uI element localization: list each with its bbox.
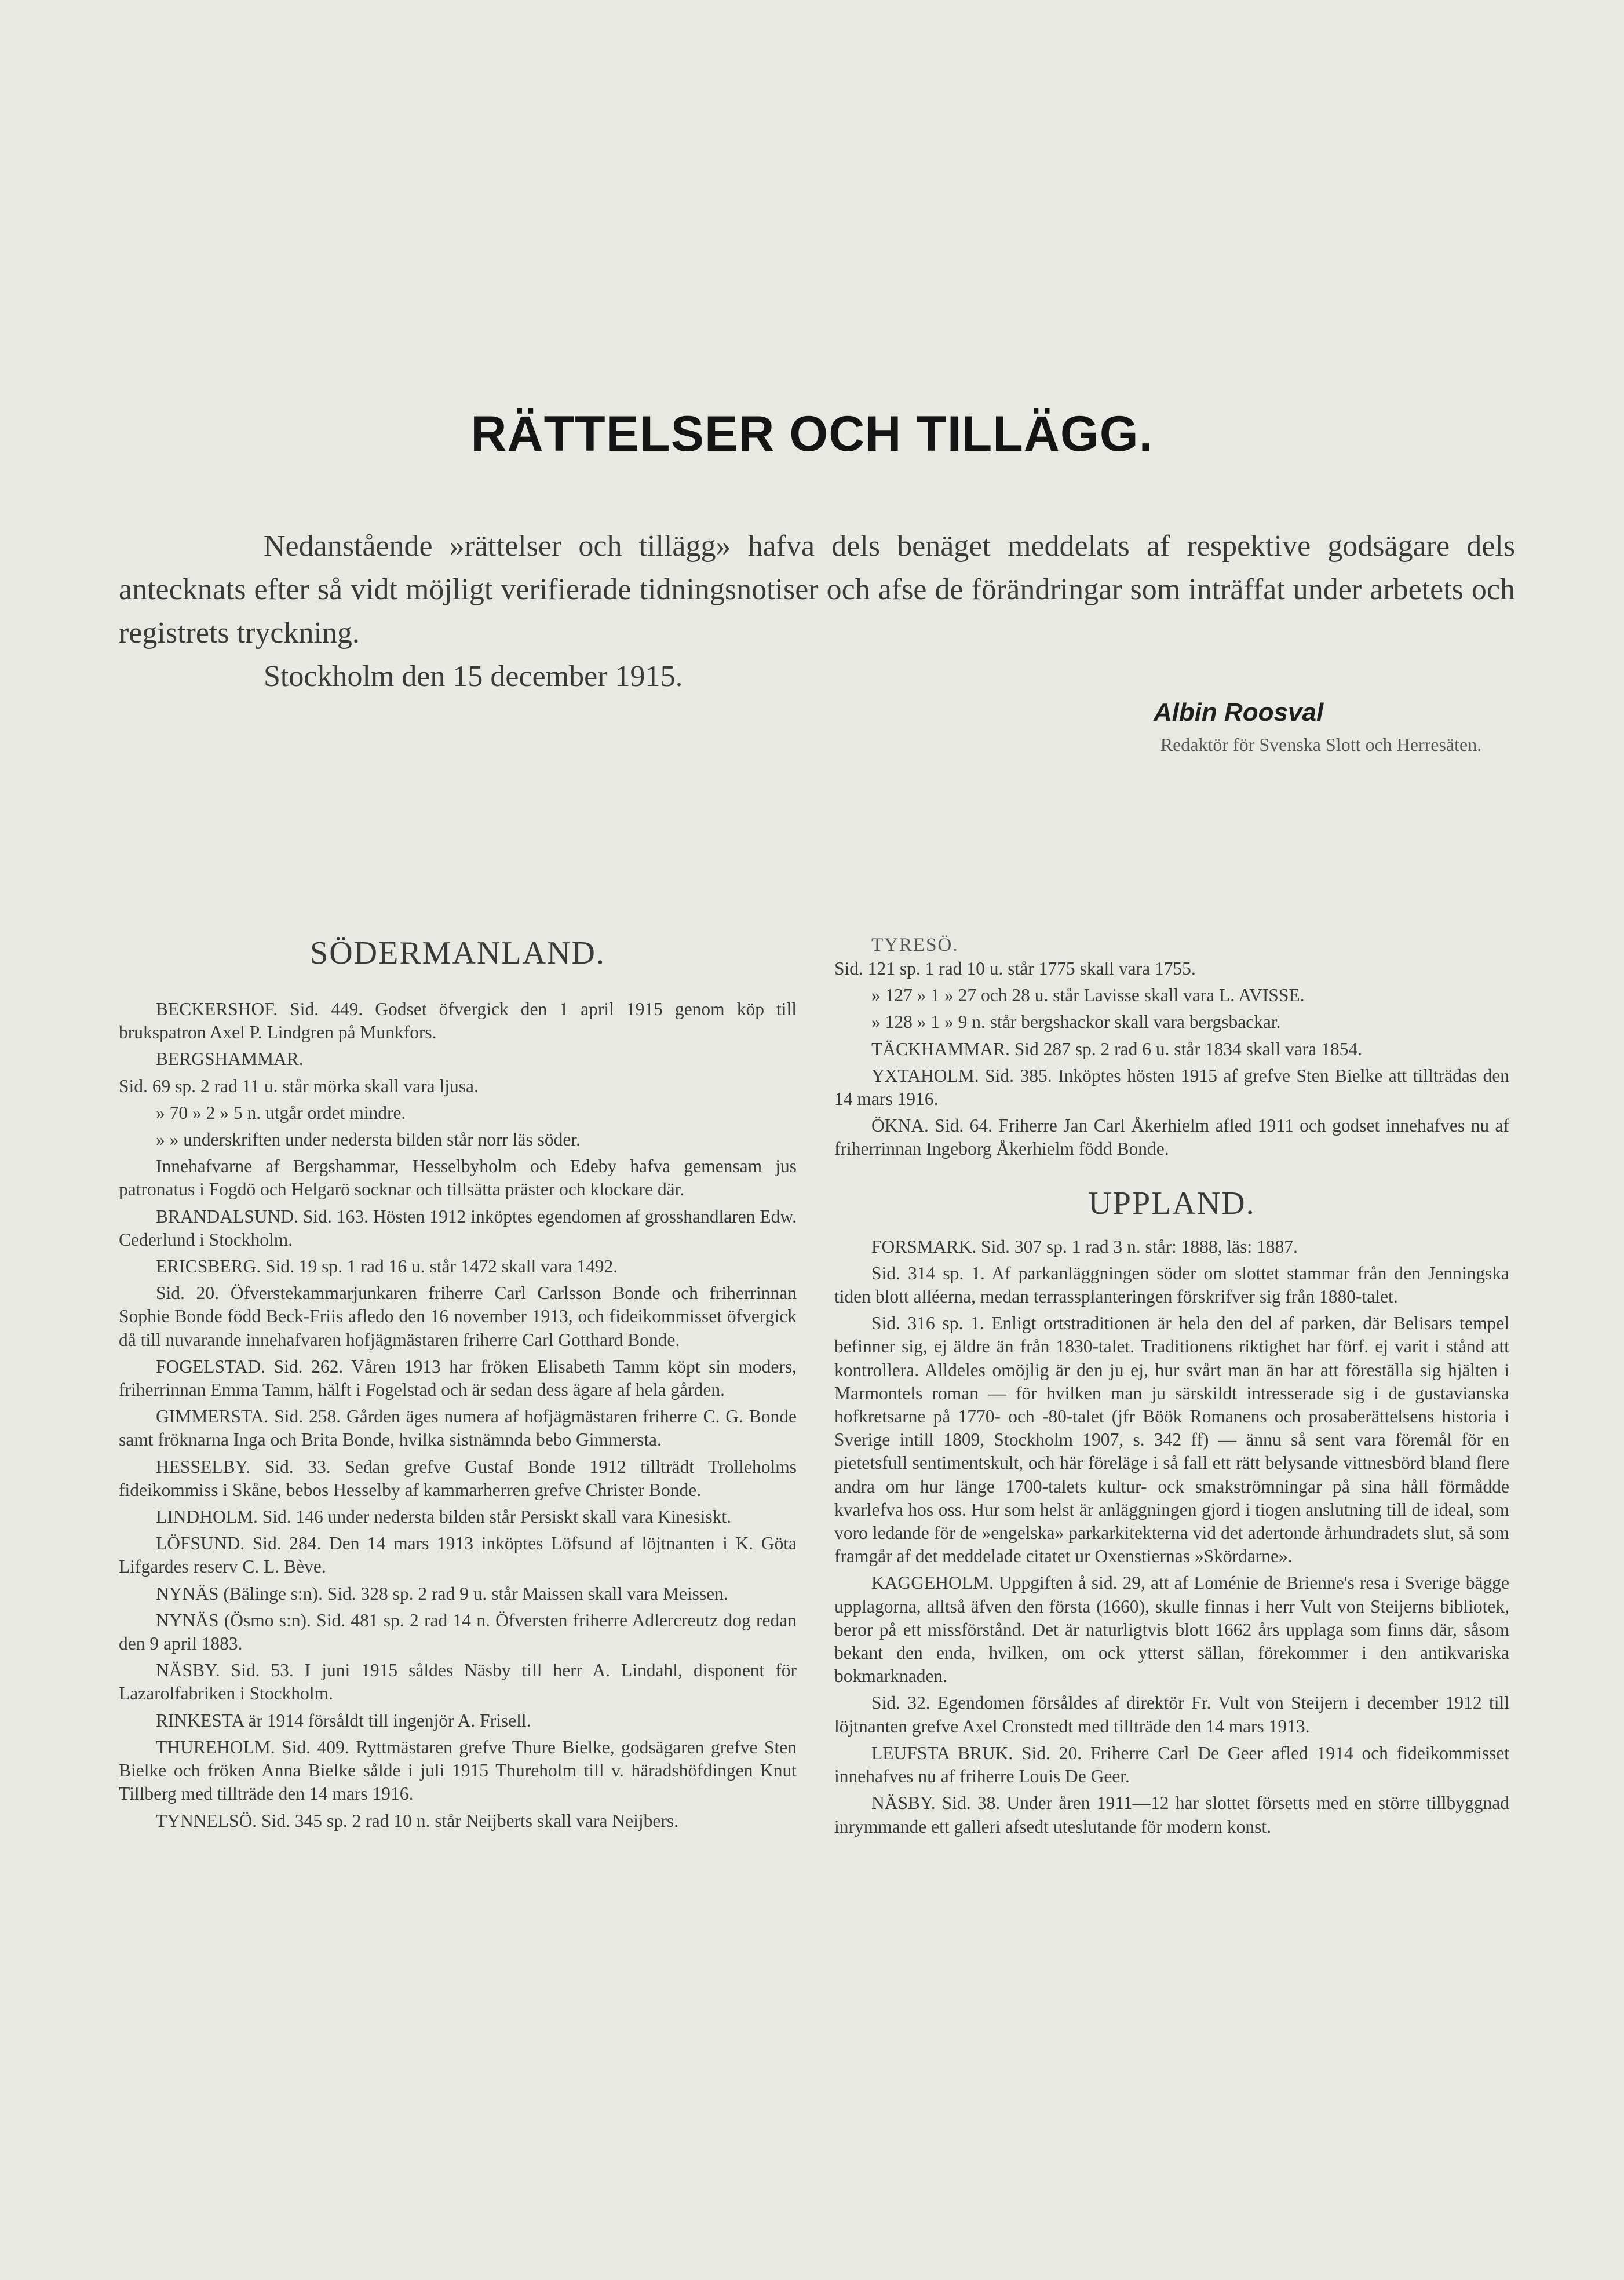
entry-forsmark-3: Sid. 316 sp. 1. Enligt ortstraditionen är hela den del af parken, där Belisars tempel befinner sig, ej äldre än från 1830-talet. Traditionens riktighet har förf. ej varit i stånd att kontrollera. Alldeles omöjlig är den ju ej, hur svårt man än har att föreställa sig hjälten i Marmontels roman — för hvilken man ju särskildt intresserade sig i de gustavianska hofkretsarne på 1770- och -80-talet (jfr Böök Romanens och prosaberättelsens historia i Sverige intill 1809, Stockholm 1907, s. 342 ff) — ännu så sent vara föremål för en pietetsfull sentimentskult, och här föreläge i så fall ett rätt belysande vittnesbörd bland flere andra om hur länge 1700-talets kultur- ock smakströmningar på sina håll förmådde kvarlefva hos oss. Hur som helst är anläggningen gjord i tiogen anslutning till de ideal, som voro ledande för de »engelska» parkarkitekterna vid det adertonde århundradets slut, så som framgår af det meddelade citatet ur Oxenstiernas »Skördarne».	[834, 1313, 1509, 1567]
entry-nynas-balinge: NYNÄS (Bälinge s:n). Sid. 328 sp. 2 rad 9 u. står Maissen skall vara Meissen.	[156, 1583, 728, 1604]
right-column	[834, 933, 1509, 1842]
entry-tyreso-title: TYRESÖ.	[871, 935, 959, 955]
entry-tyreso-1: Sid. 121 sp. 1 rad 10 u. står 1775 skall vara 1755.	[834, 958, 1196, 979]
entry-leufsta: LEUFSTA BRUK. Sid. 20. Friherre Carl De Geer afled 1914 och fideikommisset innehafves nu af friherre Louis De Geer.	[834, 1742, 1509, 1787]
entry-gimmersta: GIMMERSTA. Sid. 258. Gården äges numera af hofjägmästaren friherre C. G. Bonde samt fröknarna Inga och Brita Bonde, hvilka sistnämnda bebo Gimmersta.	[119, 1406, 797, 1450]
entry-okna: ÖKNA. Sid. 64. Friherre Jan Carl Åkerhielm afled 1911 och godset innehafves nu af friherrinnan Ingeborg Åkerhielm född Bonde.	[834, 1115, 1509, 1159]
entry-fogelstad: FOGELSTAD. Sid. 262. Våren 1913 har fröken Elisabeth Tamm köpt sin moders, friherrinnan Emma Tamm, hälft i Fogelstad och är sedan dess ägare af hela gården.	[119, 1356, 797, 1400]
page-title: RÄTTELSER OCH TILLÄGG.	[470, 406, 1154, 462]
entry-ericsberg-2: Sid. 20. Öfverstekammarjunkaren friherre Carl Carlsson Bonde och friherrinnan Sophie Bonde född Beck-Friis afledo den 16 november 1913, och fideikommisset öfvergick då till nuvarande innehafvaren hofjägmästaren friherre Carl Gotthard Bonde.	[119, 1283, 797, 1350]
entry-rinkesta: RINKESTA är 1914 försåldt till ingenjör A. Frisell.	[156, 1710, 531, 1731]
entry-nasby-uppland: NÄSBY. Sid. 38. Under åren 1911—12 har slottet försetts med en större tillbyggnad inrymmande ett galleri afsedt uteslutande för modern konst.	[834, 1793, 1509, 1837]
entry-bergshammar-2: » 70 » 2 » 5 n. utgår ordet mindre.	[156, 1102, 406, 1123]
entry-ericsberg-1: ERICSBERG. Sid. 19 sp. 1 rad 16 u. står 1472 skall vara 1492.	[156, 1256, 618, 1277]
section-heading-sodermanland: SÖDERMANLAND.	[310, 935, 605, 971]
entry-forsmark-1: FORSMARK. Sid. 307 sp. 1 rad 3 n. står: 1888, läs: 1887.	[871, 1236, 1298, 1257]
entry-lofsund: LÖFSUND. Sid. 284. Den 14 mars 1913 inköptes Löfsund af löjtnanten i K. Göta Lifgardes reserv C. L. Bève.	[119, 1533, 797, 1577]
entry-beckershof: BECKERSHOF. Sid. 449. Godset öfvergick den 1 april 1915 genom köp till brukspatron Axel P. Lindgren på Munkfors.	[119, 999, 797, 1043]
entry-kaggeholm: KAGGEHOLM. Uppgiften å sid. 29, att af Loménie de Brienne's resa i Sverige bägge upplagorna, alltså äfven den första (1660), skulle finnas i herr Vult von Steijerns bibliotek, beror på ett missförstånd. Det är naturligtvis blott 1662 års upplaga som finns där, såsom bekant den enda, hvilken, om ock ytterst sällan, förekommer i den antikvariska bokmarknaden.	[834, 1573, 1509, 1687]
entry-tyreso-2: » 127 » 1 » 27 och 28 u. står Lavisse skall vara L. AVISSE.	[871, 985, 1305, 1006]
entry-nasby: NÄSBY. Sid. 53. I juni 1915 såldes Näsby till herr A. Lindahl, disponent för Lazarolfabriken i Stockholm.	[119, 1660, 797, 1704]
entry-thureholm: THUREHOLM. Sid. 409. Ryttmästaren grefve Thure Bielke, godsägaren grefve Sten Bielke och fröken Anna Bielke sålde i juli 1915 Thureholm till v. häradshöfdingen Knut Tillberg med tillträde den 14 mars 1916.	[119, 1737, 797, 1804]
section-heading-uppland: UPPLAND.	[1088, 1185, 1256, 1221]
entry-tynnelso: TYNNELSÖ. Sid. 345 sp. 2 rad 10 n. står Neijberts skall vara Neijbers.	[156, 1810, 678, 1831]
entry-tackhammar: TÄCKHAMMAR. Sid 287 sp. 2 rad 6 u. står 1834 skall vara 1854.	[871, 1038, 1362, 1059]
entry-nynas-osmo: NYNÄS (Ösmo s:n). Sid. 481 sp. 2 rad 14 n. Öfversten friherre Adlercreutz dog redan den 9 april 1883.	[119, 1610, 797, 1654]
signature-name: Albin Roosval	[1153, 698, 1324, 727]
intro-paragraph: Nedanstående »rättelser och tillägg» hafva dels benäget meddelats af respektive godsägare dels antecknats efter så vidt möjligt verifierade tidningsnotiser och afse de förändringar som inträffat under arbetets och registrets tryckning.	[119, 530, 1515, 650]
entry-kaggeholm-2: Sid. 32. Egendomen försåldes af direktör Fr. Vult von Steijern i december 1912 till löjtnanten grefve Axel Cronstedt med tillträde den 14 mars 1913.	[834, 1692, 1509, 1737]
entry-hesselby: HESSELBY. Sid. 33. Sedan grefve Gustaf Bonde 1912 tillträdt Trolleholms fideikommiss i Skåne, bebos Hesselby af kammarherren grefve Christer Bonde.	[119, 1456, 797, 1500]
entry-bergshammar-1: Sid. 69 sp. 2 rad 11 u. står mörka skall vara ljusa.	[119, 1075, 479, 1096]
entry-brandalsund: BRANDALSUND. Sid. 163. Hösten 1912 inköptes egendomen af grosshandlaren Edw. Cederlund i Stockholm.	[119, 1206, 797, 1250]
entry-yxtaholm: YXTAHOLM. Sid. 385. Inköptes hösten 1915 af grefve Sten Bielke att tillträdas den 14 mars 1916.	[834, 1065, 1509, 1110]
signature-role: Redaktör för Svenska Slott och Herresäten.	[1160, 734, 1482, 755]
entry-bergshammar-title: BERGSHAMMAR.	[156, 1049, 304, 1070]
left-column	[119, 933, 797, 1836]
entry-bergshammar-4: Innehafvarne af Bergshammar, Hesselbyholm och Edeby hafva gemensam jus patronatus i Fogdö och Helgarö socknar och tillsätta präster och klockare där.	[119, 1156, 797, 1200]
intro-date: Stockholm den 15 december 1915.	[264, 660, 683, 693]
intro	[119, 524, 1515, 698]
signature	[985, 698, 1564, 756]
entry-lindholm: LINDHOLM. Sid. 146 under nedersta bilden står Persiskt skall vara Kinesiskt.	[156, 1506, 731, 1527]
entry-forsmark-2: Sid. 314 sp. 1. Af parkanläggningen söder om slottet stammar från den Jenningska tiden blott alléerna, medan terrassplanteringen förskrifver sig från 1880-talet.	[834, 1263, 1509, 1307]
entry-tyreso-3: » 128 » 1 » 9 n. står bergshackor skall vara bergsbackar.	[871, 1012, 1281, 1033]
entry-bergshammar-3: » » underskriften under nedersta bilden står norr läs söder.	[156, 1129, 581, 1150]
